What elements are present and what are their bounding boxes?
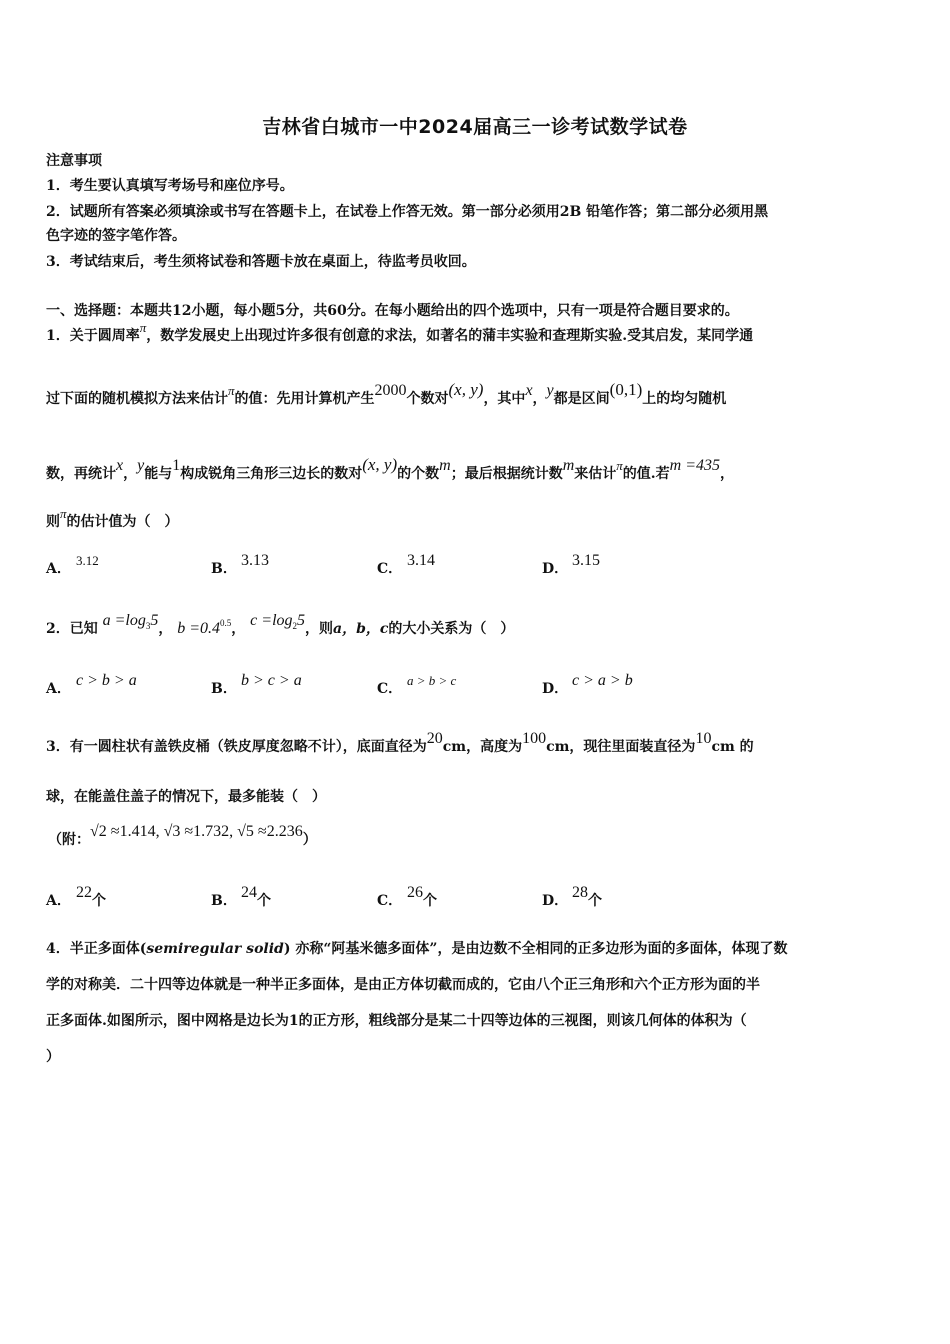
- q1-line-3: 数，再统计x，y能与1构成锐角三角形三边长的数对(x, y)的个数m；最后根据统计数m来估计π的值.若m =435，: [46, 455, 735, 482]
- q1-line-2: 过下面的随机模拟方法来估计π的值：先用计算机产生2000个数对(x, y)，其中x，y都是区间(0,1)上的均匀随机: [46, 380, 727, 407]
- q4-line-1: 4．半正多面体(semiregular solid) 亦称“阿基米德多面体”，是由边数不全相同的正多边形为面的多面体，体现了数: [46, 941, 788, 957]
- pi-symbol: π: [139, 320, 147, 335]
- q1-option-a: A．3.12: [46, 553, 99, 577]
- section-1-heading: 一、选择题：本题共12小题，每小题5分，共60分。在每小题给出的四个选项中，只有一项是符合题目要求的。: [46, 303, 739, 319]
- q4-line-4: ）: [46, 1049, 60, 1065]
- q1-line-4: 则π的估计值为（ ）: [46, 506, 179, 530]
- q2-option-c: C．a > b > c: [377, 673, 457, 697]
- q2-option-d: D． c > a > b: [542, 672, 633, 697]
- q3-root-values: √2 ≈1.414, √3 ≈1.732, √5 ≈2.236: [90, 823, 303, 840]
- q1-line-1: 1．关于圆周率π，数学发展史上出现过许多很有创意的求法，如著名的蒲丰实验和查理斯实验.受其启发，某同学通: [46, 320, 754, 344]
- page-title: 吉林省白城市一中2024届高三一诊考试数学试卷: [262, 116, 688, 138]
- q3-line-1: 3．有一圆柱状有盖铁皮桶（铁皮厚度忽略不计），底面直径为20cm，高度为100cm，现往里面装直径为10cm 的: [46, 730, 754, 755]
- q2-b-def: $b =0.4^{0.5}$: [177, 618, 232, 637]
- q1-option-d: D． 3.15: [542, 552, 600, 577]
- q3-note: （附：√2 ≈1.414, √3 ≈1.732, √5 ≈2.236）: [48, 823, 317, 848]
- q3-line-2: 球，在能盖住盖子的情况下，最多能装（ ）: [46, 789, 326, 805]
- q3-option-c: C． 26个: [377, 884, 437, 909]
- q2-a-def: $a =\log_35$: [102, 612, 159, 631]
- q3-option-d: D． 28个: [542, 884, 602, 909]
- q1-option-c: C． 3.14: [377, 552, 435, 577]
- notice-2-cont: 色字迹的签字笔作答。: [46, 228, 186, 244]
- notice-3: 3．考试结束后，考生须将试卷和答题卡放在桌面上，待监考员收回。: [46, 254, 476, 270]
- q2-option-b: B． b > c > a: [211, 672, 302, 697]
- q2-option-a: A． c > b > a: [46, 672, 137, 697]
- notice-1: 1．考生要认真填写考场号和座位序号。: [46, 178, 294, 194]
- notice-heading: 注意事项: [46, 153, 102, 169]
- notice-2: 2．试题所有答案必须填涂或书写在答题卡上，在试卷上作答无效。第一部分必须用2B 铅笔作答；第二部分必须用黑: [46, 204, 769, 220]
- q4-line-2: 学的对称美．二十四等边体就是一种半正多面体，是由正方体切截而成的，它由八个正三角形和六个正方形为面的半: [46, 977, 760, 993]
- q1-option-b: B． 3.13: [211, 552, 269, 577]
- q3-option-a: A． 22个: [46, 884, 106, 909]
- q2-c-def: $c =\log_25$: [250, 612, 306, 631]
- q3-option-b: B． 24个: [211, 884, 271, 909]
- q2-stem: 2．已知 $a =\log_35$， $b =0.4^{0.5}$， $c =\log_25$，则a，b，c的大小关系为（ ）: [46, 612, 515, 637]
- q4-line-3: 正多面体.如图所示，图中网格是边长为1的正方形，粗线部分是某二十四等边体的三视图，则该几何体的体积为（: [46, 1013, 747, 1029]
